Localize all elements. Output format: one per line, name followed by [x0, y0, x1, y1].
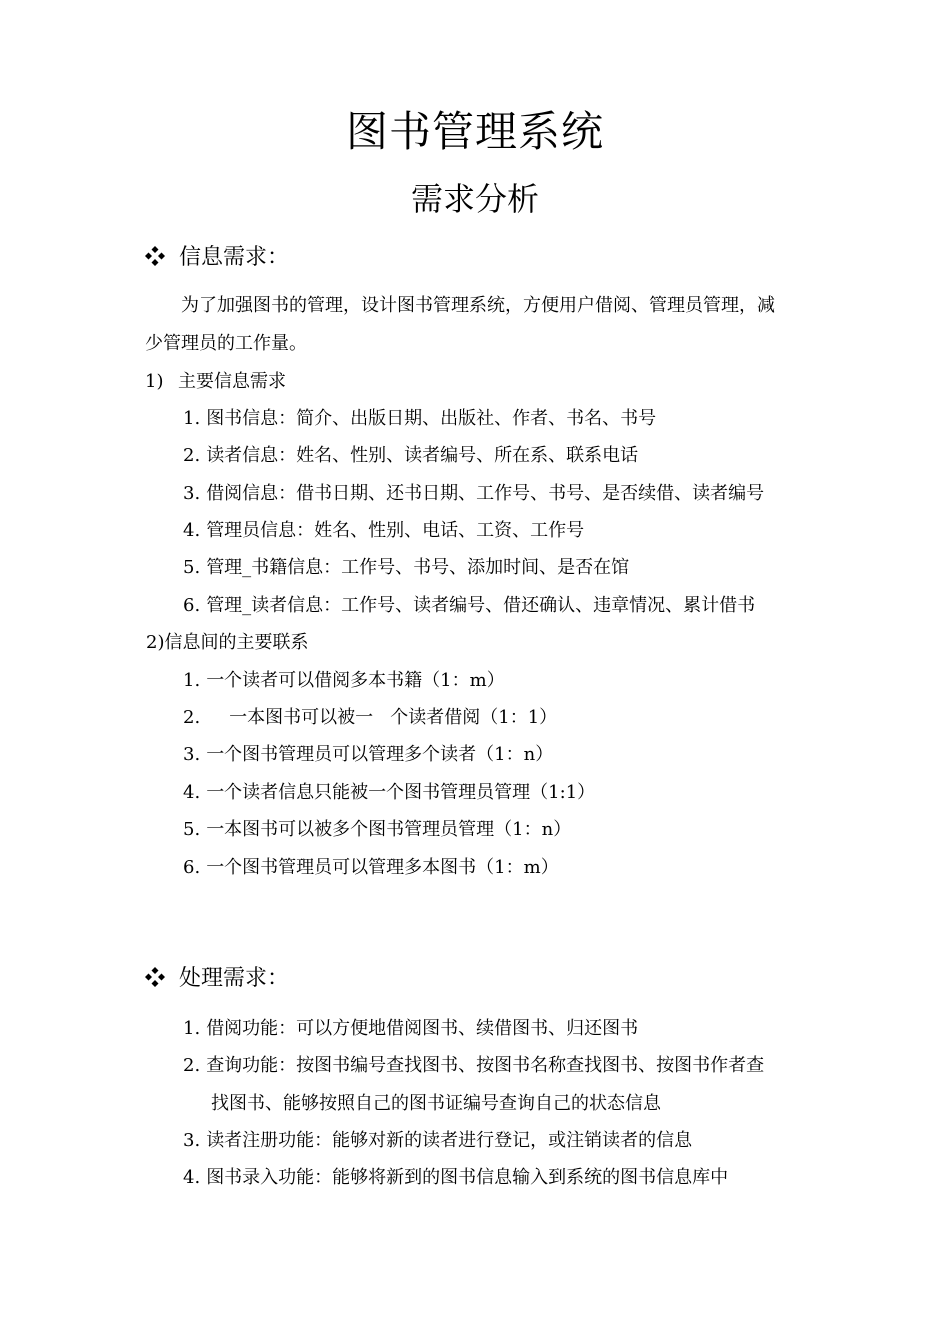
list-item-text: 一个图书管理员可以管理多本图书（1：m） [206, 857, 559, 878]
four-diamond-bullet-icon [145, 246, 165, 266]
list-item [183, 668, 505, 694]
four-diamond-bullet-icon [145, 967, 165, 987]
list-item [183, 1053, 764, 1079]
main-info-heading [145, 369, 286, 395]
list-item-text: 借阅功能：可以方便地借阅图书、续借图书、归还图书 [206, 1018, 639, 1039]
list-item-number: 3. [183, 744, 201, 765]
list-item-number: 1. [183, 408, 201, 429]
list-item-number: 3. [183, 1130, 201, 1151]
info-section-heading [145, 243, 289, 273]
list-item-text: 查询功能：按图书编号查找图书、按图书名称查找图书、按图书作者查 [206, 1055, 765, 1076]
list-item-text: 图书信息：简介、出版日期、出版社、作者、书名、书号 [206, 408, 657, 429]
processing-section-heading-text: 处理需求： [179, 966, 290, 991]
list-item-text: 读者注册功能：能够对新的读者进行登记，或注销读者的信息 [206, 1130, 693, 1151]
main-info-number: 1) [145, 371, 164, 392]
list-item-number: 2. [183, 445, 201, 466]
document-title: 图书管理系统 [345, 107, 604, 156]
list-item-number: 5. [183, 819, 201, 840]
list-item [183, 1165, 728, 1191]
list-item [183, 780, 595, 806]
info-section-heading-text: 信息需求： [179, 245, 290, 270]
list-item-text: 读者信息：姓名、性别、读者编号、所在系、联系电话 [206, 445, 639, 466]
list-item [183, 406, 656, 432]
list-item-text: 管理_读者信息：工作号、读者编号、借还确认、违章情况、累计借书 [206, 595, 756, 616]
document-subtitle: 需求分析 [410, 180, 539, 218]
list-item [183, 518, 584, 544]
main-info-label: 主要信息需求 [178, 371, 286, 392]
list-item-number: 3. [183, 483, 201, 504]
list-item [183, 555, 629, 581]
list-item [183, 705, 557, 731]
list-item-text: 管理_书籍信息：工作号、书号、添加时间、是否在馆 [206, 557, 630, 578]
list-item-number: 6. [183, 857, 201, 878]
relations-heading: 2)信息间的主要联系 [146, 632, 309, 653]
list-item-text: 管理员信息：姓名、性别、电话、工资、工作号 [206, 520, 585, 541]
list-item-number: 2. [183, 1055, 201, 1076]
list-item-text: 图书录入功能：能够将新到的图书信息输入到系统的图书信息库中 [206, 1167, 729, 1188]
list-item-text: 一个图书管理员可以管理多个读者（1：n） [206, 744, 554, 765]
list-item-number: 1. [183, 670, 201, 691]
list-item-continuation: 找图书、能够按照自己的图书证编号查询自己的状态信息 [211, 1093, 661, 1114]
list-item [183, 481, 764, 507]
intro-paragraph-line-1: 为了加强图书的管理，设计图书管理系统，方便用户借阅、管理员管理，减 [181, 295, 775, 316]
list-item [183, 1128, 692, 1154]
list-item-text: 一个读者可以借阅多本书籍（1：m） [206, 670, 505, 691]
list-item [183, 855, 559, 881]
list-item-number: 5. [183, 557, 201, 578]
list-item-number: 6. [183, 595, 201, 616]
list-item-number: 4. [183, 1167, 201, 1188]
list-item-number: 4. [183, 782, 201, 803]
list-item-number: 2. [183, 707, 201, 728]
list-item-text: 一本图书可以被一 个读者借阅（1：1） [206, 707, 558, 728]
list-item [183, 817, 571, 843]
list-item [183, 593, 755, 619]
intro-paragraph-line-2: 少管理员的工作量。 [145, 333, 307, 354]
list-item [183, 742, 553, 768]
list-item [183, 443, 638, 469]
list-item-text: 借阅信息：借书日期、还书日期、工作号、书号、是否续借、读者编号 [206, 483, 765, 504]
list-item-text: 一个读者信息只能被一个图书管理员管理（1:1） [206, 782, 596, 803]
list-item-number: 4. [183, 520, 201, 541]
list-item-number: 1. [183, 1018, 201, 1039]
processing-section-heading [145, 964, 289, 994]
list-item [183, 1016, 638, 1042]
list-item-text: 一本图书可以被多个图书管理员管理（1：n） [206, 819, 572, 840]
